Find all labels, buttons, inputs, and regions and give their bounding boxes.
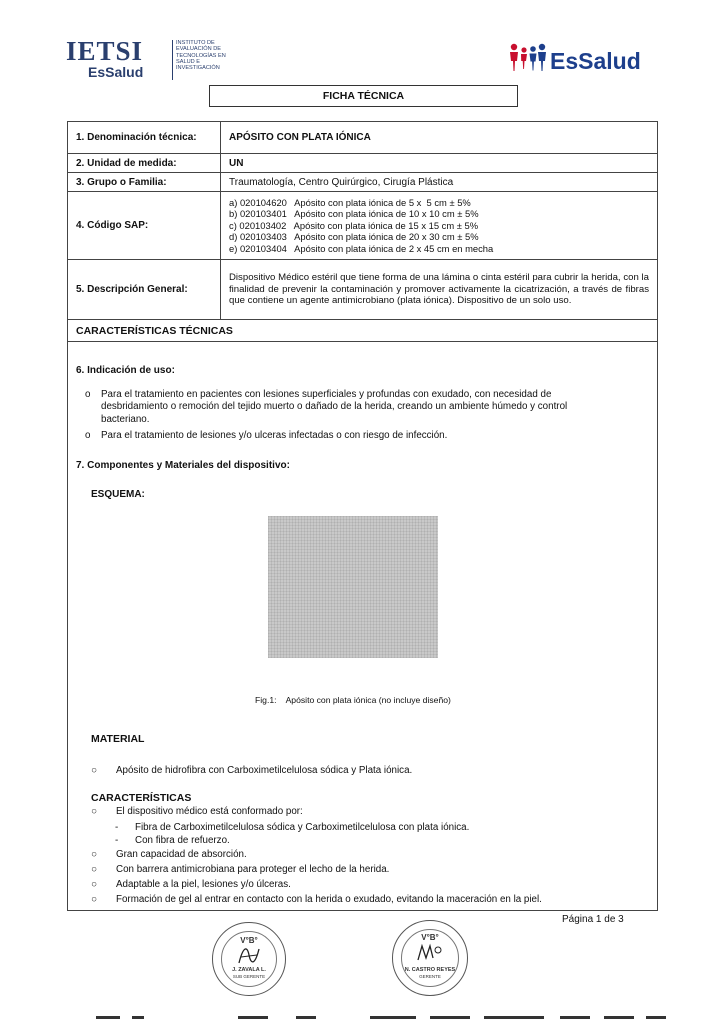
table-row — [68, 260, 658, 320]
essalud-logo-text: EsSalud — [550, 48, 641, 74]
caption-fig: Fig.1: — [255, 695, 277, 705]
bullet-icon: ○ — [91, 765, 97, 776]
bullet-icon: ○ — [91, 849, 97, 860]
bullet-icon: ○ — [91, 806, 97, 817]
institute-line: SALUD E — [176, 58, 200, 65]
bullet-text: bacteriano. — [101, 413, 150, 425]
essalud-logo — [508, 42, 668, 82]
bullet-text: Para el tratamiento en pacientes con lesiones superficiales y profundas con exudado, con necesidad de — [101, 389, 552, 400]
sap-code-list — [221, 192, 658, 260]
bullet-icon: o — [85, 389, 91, 400]
row-value: Traumatología, Centro Quirúrgico, Cirugía Plástica — [221, 173, 658, 192]
bullet-text: Con fibra de refuerzo. — [135, 835, 230, 846]
ietsi-logo — [66, 36, 226, 82]
page-number: Página 1 de 3 — [562, 914, 624, 925]
list-item — [115, 835, 655, 848]
institute-line: TECNOLOGÍAS EN — [176, 52, 226, 59]
list-item — [115, 822, 655, 835]
table-row — [68, 320, 658, 342]
caption-text: Apósito con plata iónica (no incluye diseño) — [285, 695, 451, 705]
row-label: 4. Código SAP: — [68, 192, 221, 260]
ietsi-institute-name — [176, 40, 226, 71]
bullet-text: Fibra de Carboximetilcelulosa sódica y Carboximetilcelulosa con plata iónica. — [135, 822, 470, 833]
institute-line: EVALUACIÓN DE — [176, 46, 221, 53]
bullet-text: Adaptable a la piel, lesiones y/o úlceras. — [116, 879, 291, 890]
row-label: 5. Descripción General: — [68, 260, 221, 320]
stamp-vb: V°B° — [240, 936, 258, 945]
bullet-icon: ○ — [91, 864, 97, 875]
row-label: 3. Grupo o Familia: — [68, 173, 221, 192]
ietsi-logo-sub: EsSalud — [88, 64, 144, 80]
signature-icon — [415, 940, 445, 964]
signature-icon — [235, 943, 263, 967]
stamp-role: GERENTE — [419, 974, 441, 979]
bullet-text: Apósito de hidrofibra con Carboximetilcelulosa sódica y Plata iónica. — [116, 765, 413, 776]
sap-code: a) 020104620 Apósito con plata iónica de 5 x 5 cm ± 5% — [229, 196, 471, 208]
bullet-icon: ○ — [91, 894, 97, 905]
dressing-image — [268, 516, 438, 658]
document-title: FICHA TÉCNICA — [209, 85, 518, 107]
stamp-role: SUB GERENTE — [232, 974, 266, 979]
bullet-text: Formación de gel al entrar en contacto con la herida o exudado, evitando la maceración en la piel. — [116, 894, 542, 905]
table-row — [68, 122, 658, 154]
spec-table — [67, 121, 658, 342]
row-value: APÓSITO CON PLATA IÓNICA — [221, 122, 658, 154]
section-6-title: 6. Indicación de uso: — [76, 365, 175, 376]
sap-code: d) 020103403 Apósito con plata iónica de 20 x 30 cm ± 5% — [229, 231, 479, 243]
bullet-text: desbridamiento o remoción del tejido muerto o dañado de la herida, creando un ambiente húmedo y control — [101, 401, 568, 413]
institute-line: INVESTIGACIÓN — [176, 65, 220, 72]
table-row — [68, 192, 658, 260]
list-item — [91, 894, 657, 907]
row-label: 1. Denominación técnica: — [68, 122, 221, 154]
list-item — [91, 806, 651, 819]
table-row — [68, 154, 658, 173]
list-item — [91, 864, 651, 877]
bullet-text: Gran capacidad de absorción. — [116, 849, 247, 860]
sap-code: e) 020103404 Apósito con plata iónica de 2 x 45 cm en mecha — [229, 242, 494, 254]
bullet-text: Con barrera antimicrobiana para proteger el lecho de la herida. — [116, 864, 390, 875]
stamp-name: N. CASTRO REYES — [404, 967, 456, 973]
sap-code: c) 020103402 Apósito con plata iónica de 15 x 15 cm ± 5% — [229, 219, 479, 231]
sap-code: b) 020103401 Apósito con plata iónica de 10 x 10 cm ± 5% — [229, 208, 479, 220]
ietsi-logo-text: IETSI — [66, 36, 144, 66]
bullet-icon: ○ — [91, 879, 97, 890]
list-item — [85, 430, 655, 444]
row-value: Dispositivo Médico estéril que tiene forma de una lámina o cinta estéril para cubrir la herida, con la finalidad de prevenir la contaminación y promover activamente la cicatrización, a través de fibras que contiene un agente antimicrobiano (plata iónica). Dispositivo de un solo uso. — [221, 260, 658, 320]
institute-line: INSTITUTO DE — [176, 40, 215, 46]
list-item — [91, 879, 651, 892]
table-row — [68, 173, 658, 192]
material-title: MATERIAL — [91, 733, 145, 745]
bullet-text: Para el tratamiento de lesiones y/o ulceras infectadas o con riesgo de infección. — [101, 430, 448, 441]
bullet-icon: o — [85, 430, 91, 441]
bullet-text: El dispositivo médico está conformado por: — [116, 806, 303, 817]
stamp-vb: V°B° — [421, 933, 439, 942]
dash-icon: - — [115, 822, 119, 833]
row-value: UN — [221, 154, 658, 173]
stamp-name: J. ZAVALA L. — [232, 967, 266, 973]
figure-caption — [255, 695, 451, 705]
list-item — [85, 389, 655, 429]
dash-icon: - — [115, 835, 119, 846]
list-item — [91, 849, 651, 862]
scan-artifact — [0, 1010, 724, 1024]
esquema-label: ESQUEMA: — [91, 489, 145, 500]
section-7-title: 7. Componentes y Materiales del dispositivo: — [76, 460, 290, 471]
approval-stamp — [392, 920, 468, 996]
section-header: CARACTERÍSTICAS TÉCNICAS — [68, 320, 658, 342]
row-label: 2. Unidad de medida: — [68, 154, 221, 173]
family-icon — [508, 42, 548, 74]
caracteristicas-title: CARACTERÍSTICAS — [91, 792, 192, 804]
approval-stamp — [212, 922, 286, 996]
list-item — [91, 765, 651, 779]
logo-divider — [172, 40, 173, 80]
